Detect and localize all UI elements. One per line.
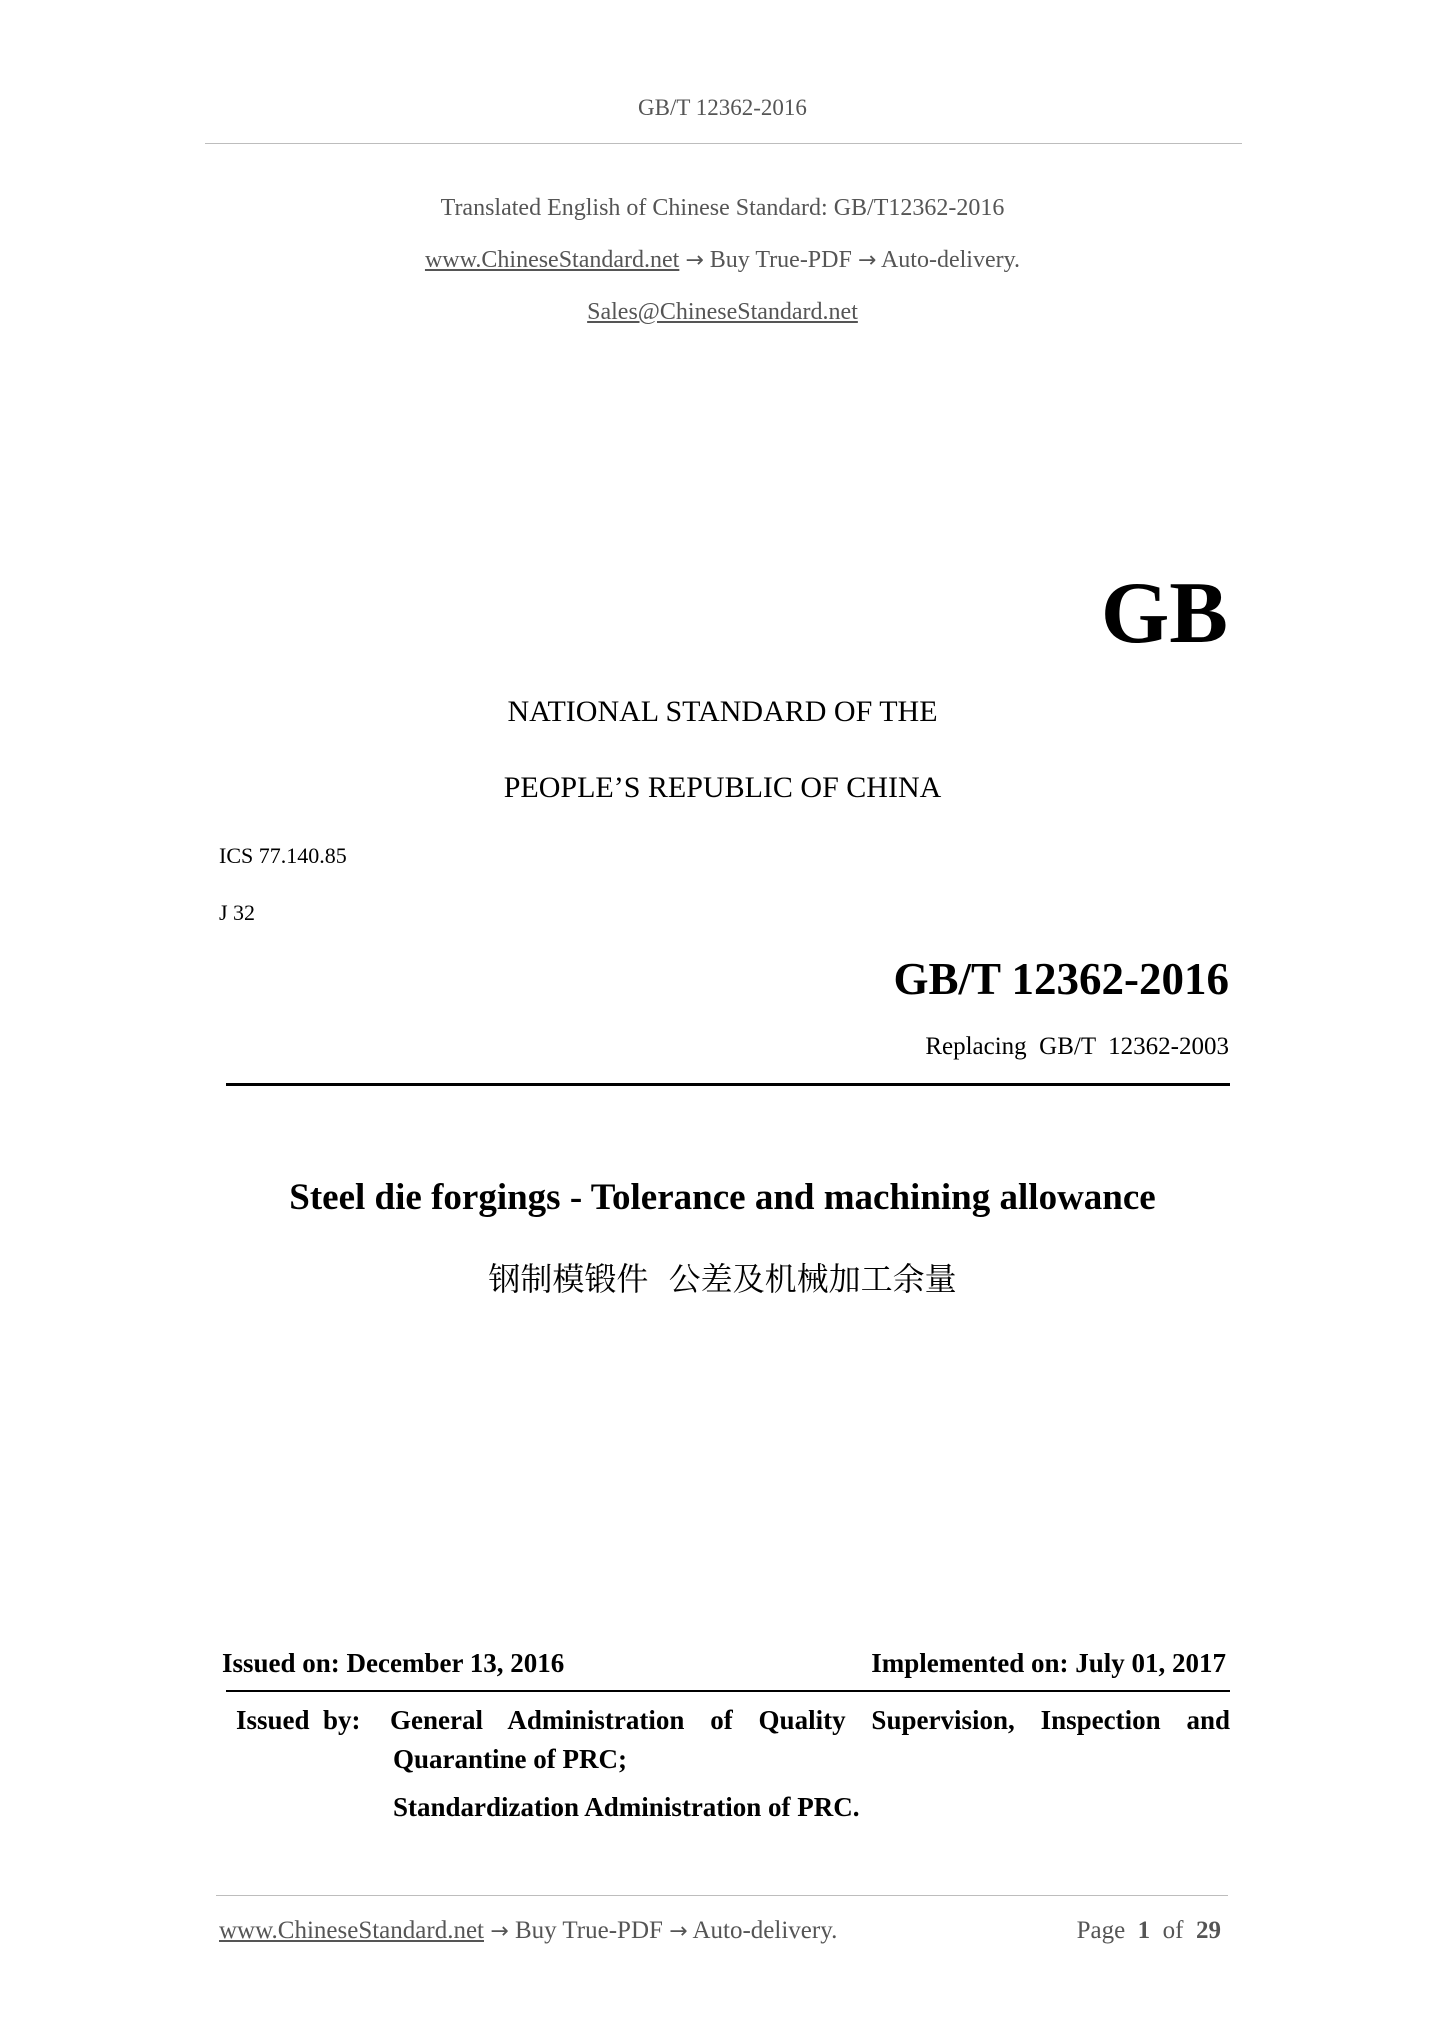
footer-delivery-text: Auto-delivery. [692, 1917, 838, 1944]
running-header: GB/T 12362-2016 [638, 95, 807, 120]
delivery-text: Auto-delivery. [880, 247, 1021, 273]
arrow-right-icon: → [857, 248, 877, 273]
footer-buy-text: Buy True-PDF [514, 1917, 663, 1944]
ccs-code: J 32 [219, 900, 256, 925]
buy-text: Buy True-PDF [709, 247, 852, 273]
gb-mark: GB [1100, 565, 1228, 662]
footer-divider [216, 1895, 1228, 1896]
national-title-line2: PEOPLE’S REPUBLIC OF CHINA [503, 771, 942, 804]
page-label: Page [1076, 1917, 1126, 1944]
issuer-org-2: Standardization Administration of PRC. [393, 1792, 860, 1822]
standard-number: GB/T 12362-2016 [893, 954, 1229, 1004]
title-chinese: 钢制模锻件 公差及机械加工余量 [488, 1260, 957, 1298]
site-link[interactable]: www.ChineseStandard.net [424, 247, 680, 273]
footer-site-link[interactable]: www.ChineseStandard.net [219, 1917, 484, 1944]
email-link[interactable]: Sales@ChineseStandard.net [587, 299, 858, 325]
implemented-on: Implemented on: July 01, 2017 [871, 1648, 1226, 1678]
header-divider [205, 143, 1242, 144]
issued-by-label: Issued by: [236, 1705, 361, 1735]
replacing-note: Replacing GB/T 12362-2003 [925, 1033, 1229, 1060]
page-indicator [1077, 1917, 1221, 1945]
email-line [0, 299, 1445, 326]
arrow-right-icon: → [685, 248, 704, 273]
ics-code: ICS 77.140.85 [219, 843, 347, 868]
dates-divider [226, 1690, 1230, 1692]
title-divider [226, 1083, 1230, 1086]
purchase-line [0, 247, 1445, 274]
national-title-line1: NATIONAL STANDARD OF THE [507, 695, 938, 728]
page-number: 1 [1137, 1917, 1151, 1944]
translation-notice: Translated English of Chinese Standard: GB/T12362-2016 [440, 195, 1005, 221]
arrow-right-icon: → [669, 1919, 688, 1944]
of-label: of [1162, 1917, 1184, 1944]
issuer-org-1-line1: General Administration of Quality Supervision, Inspection and [390, 1705, 1230, 1735]
title-english: Steel die forgings - Tolerance and machining allowance [289, 1177, 1156, 1218]
footer-purchase-line [219, 1917, 837, 1945]
issuer-org-1-line2: Quarantine of PRC; [393, 1744, 627, 1774]
issued-on: Issued on: December 13, 2016 [222, 1648, 565, 1678]
arrow-right-icon: → [490, 1919, 509, 1944]
page-total: 29 [1196, 1917, 1221, 1944]
